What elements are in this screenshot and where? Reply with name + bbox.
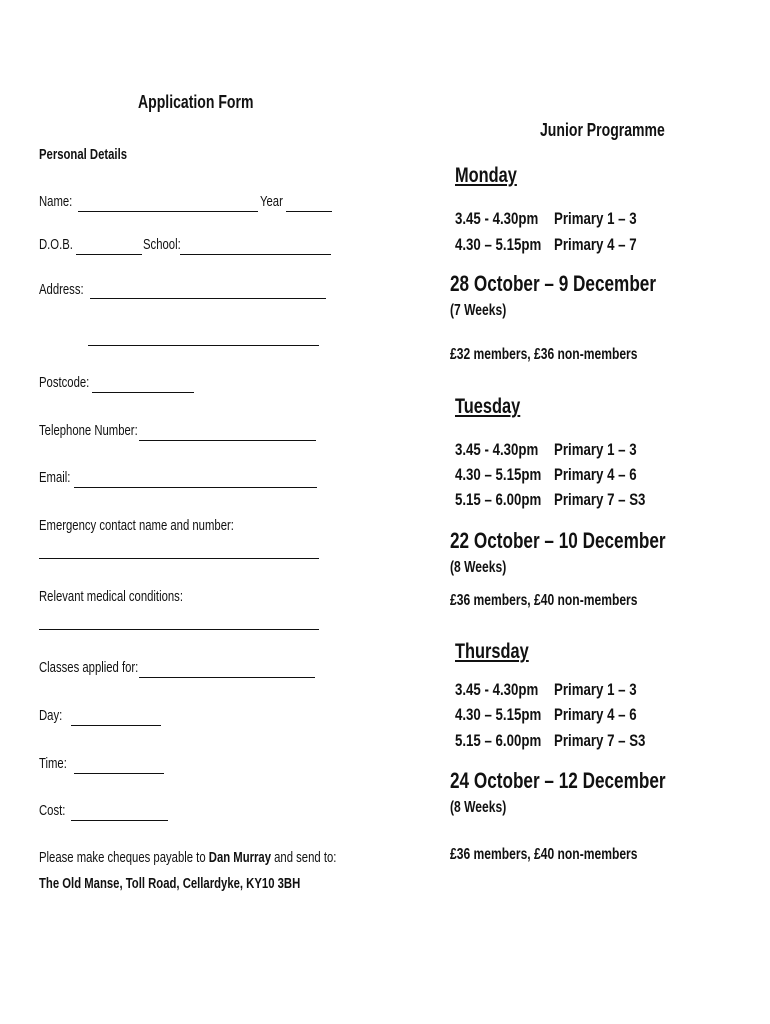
tuesday-time-1: 3.45 - 4.30pm: [455, 440, 539, 459]
tuesday-group-2: Primary 4 – 6: [554, 465, 637, 484]
monday-group-2: Primary 4 – 7: [554, 235, 637, 254]
email-field[interactable]: [74, 487, 317, 488]
thursday-group-1: Primary 1 – 3: [554, 680, 637, 699]
tuesday-group-3: Primary 7 – S3: [554, 490, 646, 509]
telephone-label: Telephone Number:: [39, 423, 138, 439]
postcode-label: Postcode:: [39, 375, 90, 391]
personal-details-heading: Personal Details: [39, 147, 128, 163]
day-field[interactable]: [71, 725, 161, 726]
school-field[interactable]: [180, 254, 331, 255]
tuesday-price: £36 members, £40 non-members: [450, 592, 638, 609]
thursday-time-3: 5.15 – 6.00pm: [455, 731, 542, 750]
thursday-group-2: Primary 4 – 6: [554, 705, 637, 724]
name-label: Name:: [39, 194, 73, 210]
tuesday-time-3: 5.15 – 6.00pm: [455, 490, 542, 509]
cheque-note-pre: Please make cheques payable to: [39, 850, 209, 866]
address-field-2[interactable]: [88, 345, 319, 346]
thursday-dates: 24 October – 12 December: [450, 768, 666, 793]
tuesday-time-2: 4.30 – 5.15pm: [455, 465, 542, 484]
tuesday-weeks: (8 Weeks): [450, 559, 507, 576]
thursday-weeks: (8 Weeks): [450, 799, 507, 816]
name-field[interactable]: [78, 211, 258, 212]
dob-field[interactable]: [76, 254, 142, 255]
school-label: School:: [143, 237, 181, 253]
year-label: Year: [260, 194, 283, 210]
cheque-note-post: and send to:: [271, 850, 337, 866]
postcode-field[interactable]: [92, 392, 194, 393]
medical-field[interactable]: [39, 629, 319, 630]
monday-time-2: 4.30 – 5.15pm: [455, 235, 542, 254]
cost-label: Cost:: [39, 803, 66, 819]
programme-title: Junior Programme: [540, 120, 665, 140]
monday-time-1: 3.45 - 4.30pm: [455, 209, 539, 228]
thursday-time-1: 3.45 - 4.30pm: [455, 680, 539, 699]
time-field[interactable]: [74, 773, 164, 774]
thursday-heading: Thursday: [455, 640, 529, 663]
day-label: Day:: [39, 708, 63, 724]
tuesday-heading: Tuesday: [455, 395, 521, 418]
thursday-time-2: 4.30 – 5.15pm: [455, 705, 542, 724]
tuesday-group-1: Primary 1 – 3: [554, 440, 637, 459]
classes-label: Classes applied for:: [39, 660, 139, 676]
thursday-price: £36 members, £40 non-members: [450, 846, 638, 863]
emergency-field[interactable]: [39, 558, 319, 559]
telephone-field[interactable]: [139, 440, 316, 441]
cheque-note: [39, 850, 336, 866]
dob-label: D.O.B.: [39, 237, 73, 253]
cheque-payee: Dan Murray: [208, 850, 272, 866]
year-field[interactable]: [286, 211, 332, 212]
monday-group-1: Primary 1 – 3: [554, 209, 637, 228]
classes-field[interactable]: [139, 677, 315, 678]
monday-heading: Monday: [455, 164, 517, 187]
time-label: Time:: [39, 756, 67, 772]
address-label: Address:: [39, 282, 84, 298]
medical-label: Relevant medical conditions:: [39, 589, 183, 605]
cost-field[interactable]: [71, 820, 168, 821]
monday-price: £32 members, £36 non-members: [450, 346, 638, 363]
form-title: Application Form: [138, 92, 254, 112]
emergency-label: Emergency contact name and number:: [39, 518, 234, 534]
monday-dates: 28 October – 9 December: [450, 271, 657, 296]
thursday-group-3: Primary 7 – S3: [554, 731, 646, 750]
address-field-1[interactable]: [90, 298, 326, 299]
monday-weeks: (7 Weeks): [450, 302, 507, 319]
email-label: Email:: [39, 470, 71, 486]
postal-address: The Old Manse, Toll Road, Cellardyke, KY10 3BH: [39, 876, 301, 892]
tuesday-dates: 22 October – 10 December: [450, 528, 666, 553]
